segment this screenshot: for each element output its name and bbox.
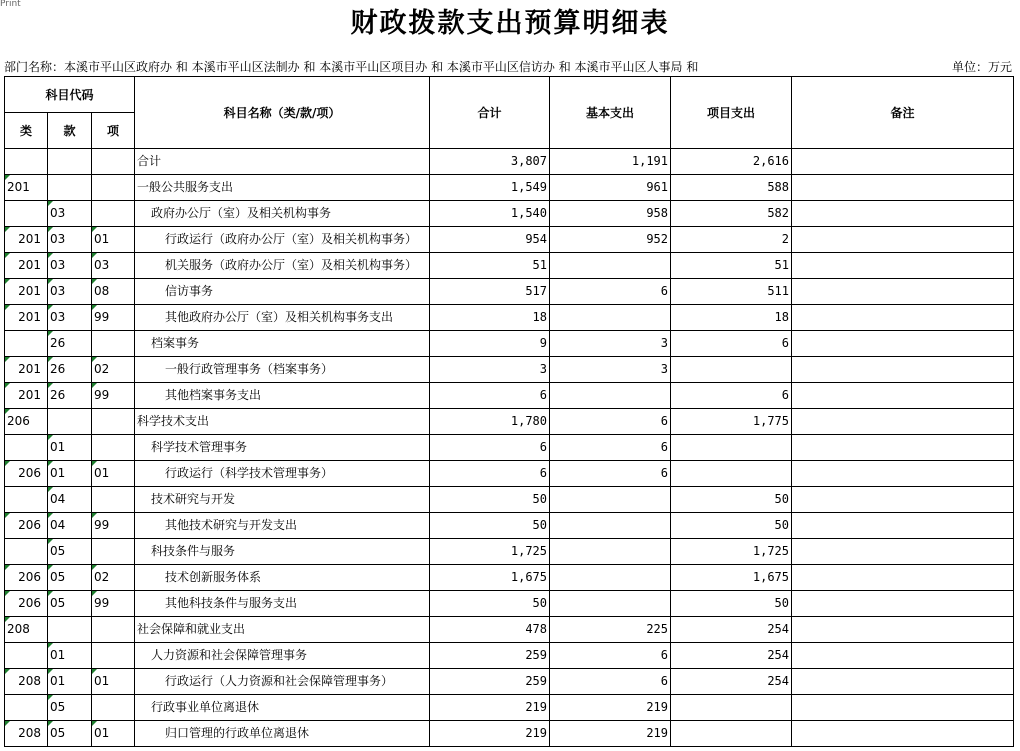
table-row (5, 721, 1014, 747)
cell-kuan: 03 (48, 227, 92, 253)
cell-lei: 208 (5, 617, 48, 643)
cell-project: 50 (671, 591, 792, 617)
table-row (5, 513, 1014, 539)
cell-lei: 201 (5, 175, 48, 201)
cell-total: 3,807 (430, 149, 550, 175)
table-row (5, 357, 1014, 383)
cell-xiang (92, 409, 135, 435)
cell-project: 50 (671, 513, 792, 539)
cell-project: 254 (671, 669, 792, 695)
table-row (5, 539, 1014, 565)
budget-table (4, 76, 1014, 747)
cell-lei (5, 487, 48, 513)
cell-lei: 201 (5, 383, 48, 409)
cell-kuan: 04 (48, 487, 92, 513)
cell-project: 6 (671, 331, 792, 357)
cell-lei: 208 (5, 669, 48, 695)
cell-remark (792, 565, 1014, 591)
cell-xiang: 99 (92, 305, 135, 331)
header-lei: 类 (5, 113, 48, 149)
cell-project (671, 461, 792, 487)
cell-name: 归口管理的行政单位离退休 (135, 721, 430, 747)
cell-kuan: 26 (48, 357, 92, 383)
cell-project: 6 (671, 383, 792, 409)
cell-basic: 6 (550, 643, 671, 669)
cell-xiang (92, 149, 135, 175)
cell-remark (792, 175, 1014, 201)
cell-lei (5, 695, 48, 721)
cell-project: 1,675 (671, 565, 792, 591)
table-row (5, 461, 1014, 487)
cell-xiang: 02 (92, 565, 135, 591)
cell-xiang: 01 (92, 227, 135, 253)
table-row (5, 227, 1014, 253)
cell-project (671, 721, 792, 747)
header-basic: 基本支出 (550, 77, 671, 149)
cell-name: 其他技术研究与开发支出 (135, 513, 430, 539)
cell-name: 人力资源和社会保障管理事务 (135, 643, 430, 669)
department-line: 部门名称：本溪市平山区政府办 和 本溪市平山区法制办 和 本溪市平山区项目办 和 本溪市平山区信访办 和 本溪市平山区人事局 和 (4, 60, 699, 74)
cell-lei: 201 (5, 279, 48, 305)
cell-total: 1,725 (430, 539, 550, 565)
cell-total: 1,675 (430, 565, 550, 591)
cell-remark (792, 513, 1014, 539)
cell-lei: 206 (5, 461, 48, 487)
cell-remark (792, 539, 1014, 565)
table-row (5, 669, 1014, 695)
cell-basic: 219 (550, 695, 671, 721)
cell-kuan: 03 (48, 201, 92, 227)
cell-kuan: 01 (48, 643, 92, 669)
cell-xiang: 08 (92, 279, 135, 305)
cell-lei: 201 (5, 253, 48, 279)
cell-total: 1,540 (430, 201, 550, 227)
cell-project: 1,725 (671, 539, 792, 565)
cell-basic (550, 513, 671, 539)
cell-xiang: 01 (92, 461, 135, 487)
cell-remark (792, 201, 1014, 227)
cell-project: 254 (671, 643, 792, 669)
cell-basic: 225 (550, 617, 671, 643)
cell-basic: 3 (550, 331, 671, 357)
cell-total: 50 (430, 487, 550, 513)
cell-remark (792, 357, 1014, 383)
table-row (5, 279, 1014, 305)
cell-kuan: 05 (48, 721, 92, 747)
cell-remark (792, 253, 1014, 279)
cell-name: 档案事务 (135, 331, 430, 357)
cell-remark (792, 617, 1014, 643)
cell-kuan: 05 (48, 695, 92, 721)
cell-total: 517 (430, 279, 550, 305)
cell-remark (792, 409, 1014, 435)
cell-kuan (48, 409, 92, 435)
cell-project: 2 (671, 227, 792, 253)
cell-name: 一般公共服务支出 (135, 175, 430, 201)
cell-remark (792, 331, 1014, 357)
cell-project (671, 357, 792, 383)
cell-remark (792, 461, 1014, 487)
table-row (5, 253, 1014, 279)
cell-lei (5, 331, 48, 357)
cell-kuan: 04 (48, 513, 92, 539)
cell-name: 科学技术支出 (135, 409, 430, 435)
cell-remark (792, 279, 1014, 305)
cell-total: 478 (430, 617, 550, 643)
cell-total: 6 (430, 383, 550, 409)
header-kuan: 款 (48, 113, 92, 149)
cell-basic: 6 (550, 409, 671, 435)
header-project: 项目支出 (671, 77, 792, 149)
cell-xiang (92, 175, 135, 201)
cell-lei: 201 (5, 227, 48, 253)
cell-total: 6 (430, 435, 550, 461)
table-row (5, 643, 1014, 669)
cell-lei (5, 643, 48, 669)
cell-total: 219 (430, 695, 550, 721)
cell-total: 3 (430, 357, 550, 383)
cell-name: 技术创新服务体系 (135, 565, 430, 591)
cell-name: 行政运行（人力资源和社会保障管理事务） (135, 669, 430, 695)
cell-xiang: 03 (92, 253, 135, 279)
cell-basic: 6 (550, 669, 671, 695)
cell-total: 219 (430, 721, 550, 747)
header-remark: 备注 (792, 77, 1014, 149)
cell-xiang: 01 (92, 669, 135, 695)
cell-xiang: 99 (92, 383, 135, 409)
cell-name: 信访事务 (135, 279, 430, 305)
cell-basic: 3 (550, 357, 671, 383)
cell-total: 9 (430, 331, 550, 357)
cell-kuan: 26 (48, 383, 92, 409)
cell-name: 科技条件与服务 (135, 539, 430, 565)
cell-name: 其他政府办公厅（室）及相关机构事务支出 (135, 305, 430, 331)
cell-name: 其他科技条件与服务支出 (135, 591, 430, 617)
cell-xiang: 02 (92, 357, 135, 383)
cell-basic (550, 305, 671, 331)
cell-project: 1,775 (671, 409, 792, 435)
table-row (5, 149, 1014, 175)
cell-total: 259 (430, 669, 550, 695)
cell-total: 50 (430, 513, 550, 539)
cell-kuan: 03 (48, 253, 92, 279)
cell-basic: 6 (550, 435, 671, 461)
table-row (5, 305, 1014, 331)
table-row (5, 435, 1014, 461)
cell-project: 51 (671, 253, 792, 279)
cell-kuan: 01 (48, 461, 92, 487)
cell-basic: 958 (550, 201, 671, 227)
cell-total: 1,780 (430, 409, 550, 435)
cell-name: 社会保障和就业支出 (135, 617, 430, 643)
cell-xiang: 99 (92, 513, 135, 539)
cell-remark (792, 383, 1014, 409)
cell-total: 50 (430, 591, 550, 617)
cell-name: 行政运行（政府办公厅（室）及相关机构事务） (135, 227, 430, 253)
table-row (5, 175, 1014, 201)
cell-basic (550, 253, 671, 279)
cell-kuan (48, 617, 92, 643)
cell-project: 18 (671, 305, 792, 331)
cell-basic: 6 (550, 279, 671, 305)
cell-name: 技术研究与开发 (135, 487, 430, 513)
header-xiang: 项 (92, 113, 135, 149)
cell-kuan: 05 (48, 591, 92, 617)
cell-remark (792, 695, 1014, 721)
cell-basic (550, 383, 671, 409)
cell-project: 254 (671, 617, 792, 643)
table-row (5, 591, 1014, 617)
cell-xiang: 99 (92, 591, 135, 617)
header-total: 合计 (430, 77, 550, 149)
cell-lei: 206 (5, 591, 48, 617)
print-area-label: Print (0, 0, 21, 9)
cell-total: 18 (430, 305, 550, 331)
table-row (5, 617, 1014, 643)
cell-basic (550, 565, 671, 591)
cell-kuan: 01 (48, 669, 92, 695)
table-row (5, 565, 1014, 591)
cell-xiang (92, 643, 135, 669)
cell-remark (792, 149, 1014, 175)
cell-remark (792, 305, 1014, 331)
cell-kuan: 03 (48, 305, 92, 331)
cell-total: 51 (430, 253, 550, 279)
cell-kuan: 05 (48, 565, 92, 591)
cell-remark (792, 643, 1014, 669)
cell-remark (792, 721, 1014, 747)
cell-xiang (92, 617, 135, 643)
header-code-group: 科目代码 (5, 77, 135, 113)
cell-xiang: 01 (92, 721, 135, 747)
cell-name: 其他档案事务支出 (135, 383, 430, 409)
cell-remark (792, 591, 1014, 617)
unit-label: 单位：万元 (951, 60, 1012, 74)
cell-lei (5, 149, 48, 175)
cell-xiang (92, 435, 135, 461)
cell-project: 50 (671, 487, 792, 513)
cell-lei: 201 (5, 305, 48, 331)
cell-name: 一般行政管理事务（档案事务） (135, 357, 430, 383)
cell-lei (5, 435, 48, 461)
cell-lei: 206 (5, 513, 48, 539)
cell-kuan: 03 (48, 279, 92, 305)
cell-project: 588 (671, 175, 792, 201)
cell-total: 954 (430, 227, 550, 253)
cell-name: 科学技术管理事务 (135, 435, 430, 461)
cell-basic: 219 (550, 721, 671, 747)
cell-total: 6 (430, 461, 550, 487)
cell-remark (792, 487, 1014, 513)
cell-total: 1,549 (430, 175, 550, 201)
cell-xiang (92, 331, 135, 357)
table-row (5, 331, 1014, 357)
cell-project: 511 (671, 279, 792, 305)
table-row (5, 695, 1014, 721)
cell-project: 2,616 (671, 149, 792, 175)
cell-xiang (92, 201, 135, 227)
cell-basic: 952 (550, 227, 671, 253)
cell-project: 582 (671, 201, 792, 227)
table-row (5, 201, 1014, 227)
table-row (5, 383, 1014, 409)
cell-total: 259 (430, 643, 550, 669)
cell-kuan: 01 (48, 435, 92, 461)
cell-basic (550, 539, 671, 565)
cell-basic: 1,191 (550, 149, 671, 175)
cell-lei (5, 201, 48, 227)
cell-name: 行政运行（科学技术管理事务） (135, 461, 430, 487)
cell-lei: 206 (5, 565, 48, 591)
header-name: 科目名称（类/款/项） (135, 77, 430, 149)
cell-name: 政府办公厅（室）及相关机构事务 (135, 201, 430, 227)
cell-kuan: 26 (48, 331, 92, 357)
table-row (5, 487, 1014, 513)
cell-remark (792, 227, 1014, 253)
cell-name: 行政事业单位离退休 (135, 695, 430, 721)
cell-name: 合计 (135, 149, 430, 175)
cell-xiang (92, 539, 135, 565)
cell-xiang (92, 487, 135, 513)
cell-basic (550, 487, 671, 513)
cell-basic: 6 (550, 461, 671, 487)
cell-kuan (48, 175, 92, 201)
cell-basic: 961 (550, 175, 671, 201)
cell-name: 机关服务（政府办公厅（室）及相关机构事务） (135, 253, 430, 279)
cell-lei: 208 (5, 721, 48, 747)
cell-xiang (92, 695, 135, 721)
cell-lei: 201 (5, 357, 48, 383)
cell-kuan: 05 (48, 539, 92, 565)
cell-project (671, 695, 792, 721)
cell-project (671, 435, 792, 461)
page-title: 财政拨款支出预算明细表 (350, 8, 670, 39)
table-row (5, 409, 1014, 435)
cell-remark (792, 669, 1014, 695)
cell-kuan (48, 149, 92, 175)
cell-basic (550, 591, 671, 617)
cell-lei: 206 (5, 409, 48, 435)
cell-remark (792, 435, 1014, 461)
cell-lei (5, 539, 48, 565)
